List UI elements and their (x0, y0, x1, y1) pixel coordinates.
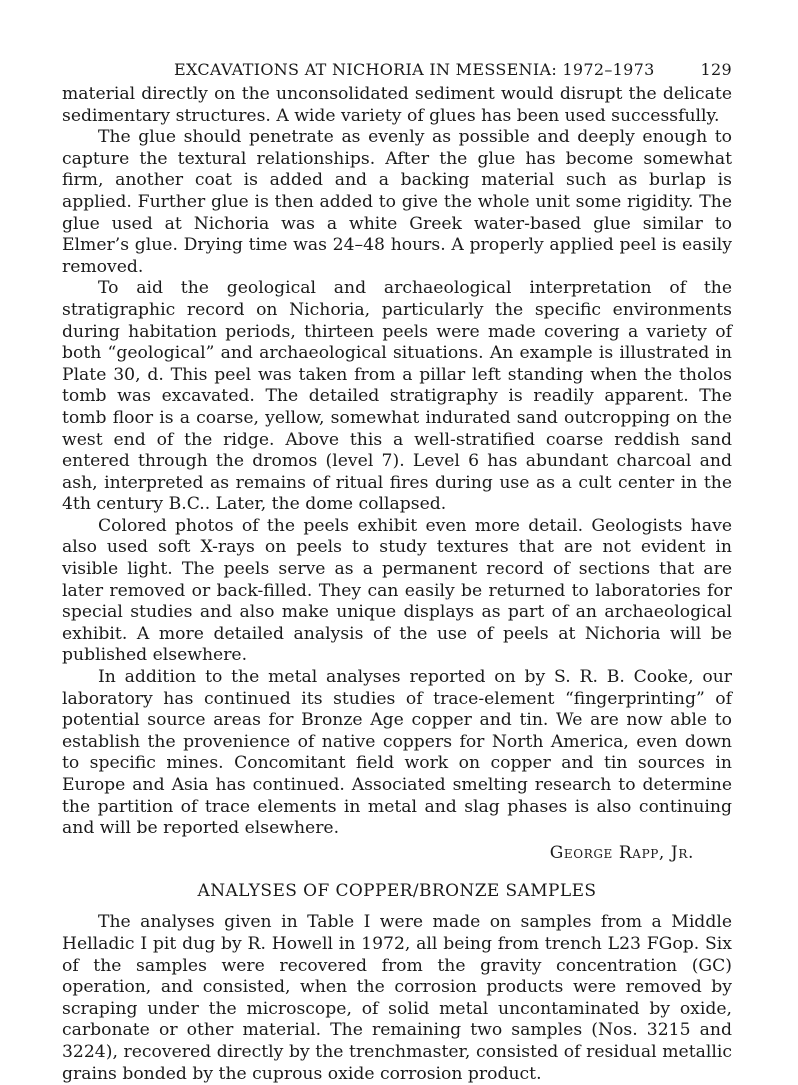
paragraph-2: The glue should penetrate as evenly as possible and deeply enough to capture the textural relationships. After the glue has become somewhat firm, another coat is added and a backing material such as burlap is applied. Further glue is then added to give the whole unit some rigidity. The glue used at Nichoria was a white Greek water-based glue similar to Elmer’s glue. Drying time was 24–48 hours. A properly applied peel is easily removed. (62, 127, 732, 277)
section-paragraph-1: The analyses given in Table I were made on samples from a Middle Helladic I pit dug by R. Howell in 1972, all being from trench L23 FGop. Six of the samples were recovered from the gravity concentration (GC) operation, and consisted, when the corrosion products were removed by scraping under the microscope, of solid metal uncontaminated by oxide, carbonate or other material. The remaining two samples (Nos. 3215 and 3224), recovered directly by the trenchmaster, consisted of residual metallic grains bonded by the cuprous oxide corrosion product. (62, 912, 732, 1084)
page-number: 129 (700, 60, 732, 79)
section-heading: ANALYSES OF COPPER/BRONZE SAMPLES (197, 881, 597, 902)
page-body (62, 60, 732, 1085)
paragraph-3-end: . Later, the dome collapsed. (204, 494, 447, 515)
running-head (62, 60, 732, 84)
running-title: EXCAVATIONS AT NICHORIA IN MESSENIA: 1972–1973 (174, 60, 655, 79)
paragraph-3-text: To aid the geological and archaeological interpretation of the stratigraphic record on Nichoria, particularly the specific environments during habitation periods, thirteen peels were made covering a variety of both “geological” and archaeological situations. An example is illustrated in Plate 30, d. This peel was taken from a pillar left standing when the tholos tomb was excavated. The detailed stratigraphy is readily apparent. The tomb floor is a coarse, yellow, somewhat indurated sand outcropping on the west end of the ridge. Above this a well-stratified coarse reddish sand entered through the dromos (level 7). Level 6 has abundant charcoal and ash, interpreted as remains of ritual fires during use as a cult center in the 4th century (62, 278, 732, 515)
bc-abbreviation: B.C. (168, 494, 205, 515)
paragraph-1: material directly on the unconsolidated sediment would disrupt the delicate sedimentary structures. A wide variety of glues has been used successfully. (62, 84, 732, 126)
paragraph-4: Colored photos of the peels exhibit even more detail. Geologists have also used soft X-rays on peels to study textures that are not evident in visible light. The peels serve as a permanent record of sections that are later removed or back-filled. They can easily be returned to laboratories for special studies and also make unique displays as part of an archaeological exhibit. A more detailed analysis of the use of peels at Nichoria will be published elsewhere. (62, 515, 732, 666)
author-signature: George Rapp, Jr. (549, 842, 694, 863)
paragraph-5: In addition to the metal analyses reported on by S. R. B. Cooke, our laboratory has continued its studies of trace-element “fingerprinting” of potential source areas for Bronze Age copper and tin. We are now able to establish the provenience of native coppers for North America, even down to specific mines. Concomitant field work on copper and tin sources in Europe and Asia has continued. Associated smelting research to determine the partition of trace elements in metal and slag phases is also continuing and will be reported elsewhere. (62, 667, 732, 839)
paragraph-3 (62, 278, 732, 516)
